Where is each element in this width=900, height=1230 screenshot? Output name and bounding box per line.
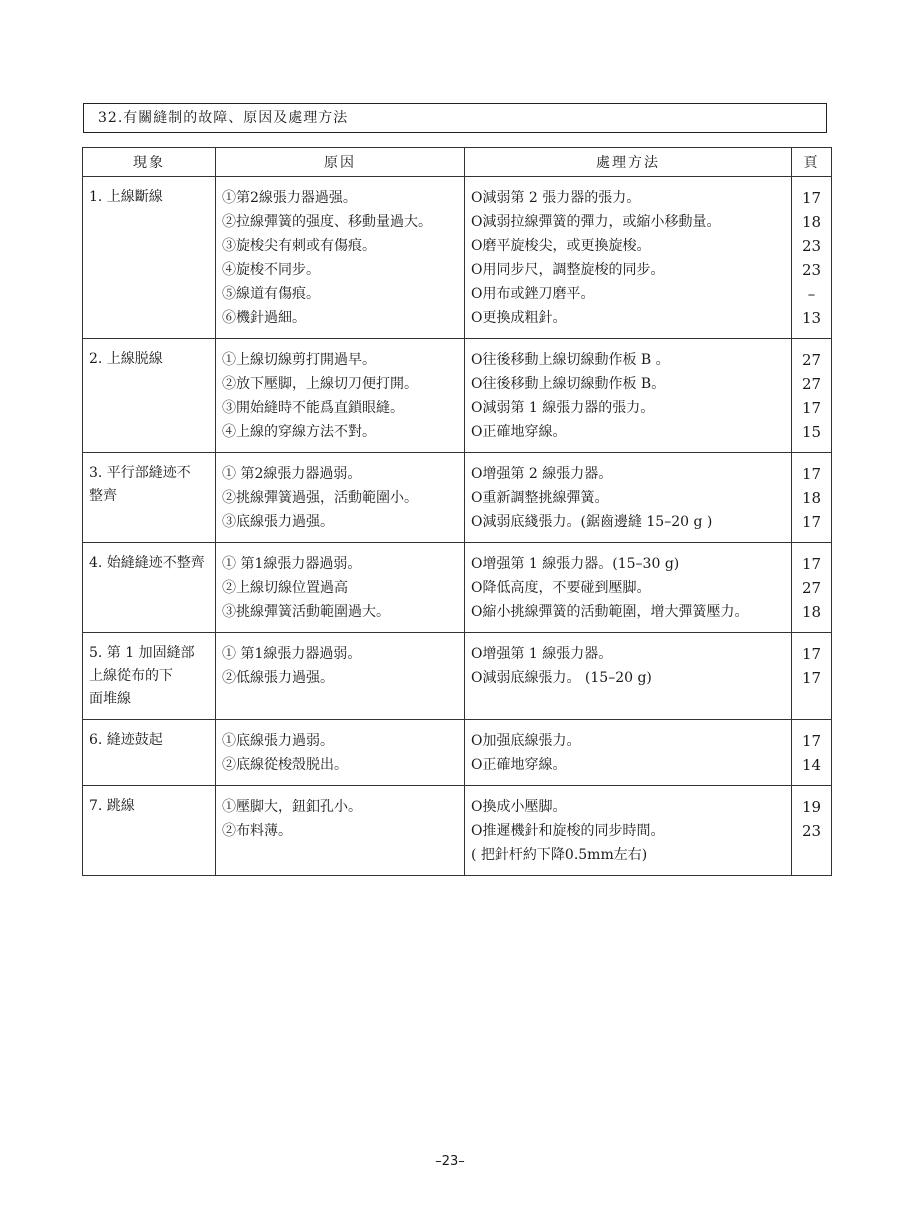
page-number: –23– bbox=[435, 1154, 465, 1169]
cause-line: ①壓脚大，鈕釦孔小。 bbox=[222, 799, 362, 815]
page-ref: 18 bbox=[801, 603, 822, 621]
cause-line: ②底線從梭殼脱出。 bbox=[222, 757, 348, 773]
remedy-cell bbox=[465, 786, 792, 876]
remedy-line: O往後移動上線切線動作板 B 。 bbox=[471, 352, 670, 368]
remedy-line: O減弱第 2 張力器的張力。 bbox=[471, 190, 641, 206]
page-ref: 17 bbox=[801, 465, 822, 483]
page-ref: 27 bbox=[801, 375, 822, 393]
cause-line: ②低線張力過强。 bbox=[222, 670, 334, 686]
table-header-row bbox=[83, 148, 832, 177]
cause-line: ① 第1線張力器過弱。 bbox=[222, 646, 362, 662]
page-ref-cell bbox=[792, 633, 832, 720]
remedy-line: O增强第 2 線張力器。 bbox=[471, 466, 613, 482]
cause-line: ①第2線張力器過强。 bbox=[222, 190, 357, 206]
remedy-cell bbox=[465, 633, 792, 720]
section-title: 32.有關縫制的故障、原因及處理方法 bbox=[83, 103, 827, 133]
table-body bbox=[83, 177, 832, 876]
table-row bbox=[83, 633, 832, 720]
symptom-cell bbox=[83, 786, 216, 876]
page-ref-cell bbox=[792, 786, 832, 876]
cause-line: ③挑線彈簧活動範圍過大。 bbox=[222, 604, 390, 620]
page-ref-cell bbox=[792, 453, 832, 543]
symptom-line: 1. 上線斷線 bbox=[89, 189, 163, 205]
remedy-line: O增强第 1 線張力器。(15–30 g) bbox=[471, 556, 680, 572]
table-row bbox=[83, 720, 832, 786]
page-ref-cell bbox=[792, 339, 832, 453]
cause-cell bbox=[216, 786, 465, 876]
remedy-line: O用同步尺，調整旋梭的同步。 bbox=[471, 262, 665, 278]
remedy-line: O縮小挑線彈簧的活動範圍，增大彈簧壓力。 bbox=[471, 604, 749, 620]
cause-line: ②拉線彈簧的强度、移動量過大。 bbox=[222, 214, 432, 230]
symptom-line: 整齊 bbox=[89, 488, 117, 504]
remedy-cell bbox=[465, 339, 792, 453]
page-ref-cell bbox=[792, 543, 832, 633]
symptom-cell bbox=[83, 543, 216, 633]
remedy-cell bbox=[465, 453, 792, 543]
page-ref: 19 bbox=[801, 798, 822, 816]
remedy-line: O增强第 1 線張力器。 bbox=[471, 646, 613, 662]
cause-line: ⑥機針過細。 bbox=[222, 310, 306, 326]
cause-line: ④上線的穿線方法不對。 bbox=[222, 424, 376, 440]
page-ref: 23 bbox=[801, 237, 822, 255]
symptom-cell bbox=[83, 339, 216, 453]
symptom-cell bbox=[83, 453, 216, 543]
symptom-line: 3. 平行部縫迹不 bbox=[89, 465, 191, 481]
cause-cell bbox=[216, 633, 465, 720]
troubleshooting-table bbox=[82, 147, 832, 876]
page-ref: 17 bbox=[801, 732, 822, 750]
page-ref: 13 bbox=[801, 309, 822, 327]
remedy-cell bbox=[465, 177, 792, 339]
remedy-line: O重新調整挑線彈簧。 bbox=[471, 490, 609, 506]
table-row bbox=[83, 543, 832, 633]
symptom-line: 6. 縫迹鼓起 bbox=[89, 732, 163, 748]
page-ref: 17 bbox=[801, 669, 822, 687]
page-ref: 27 bbox=[801, 351, 822, 369]
symptom-cell bbox=[83, 720, 216, 786]
cause-line: ②挑線彈簧過强，活動範圍小。 bbox=[222, 490, 418, 506]
cause-line: ③底線張力過强。 bbox=[222, 514, 334, 530]
cause-line: ②上線切線位置過高 bbox=[222, 580, 348, 596]
header-remedy: 處理方法 bbox=[465, 148, 792, 177]
page-ref: 17 bbox=[801, 513, 822, 531]
page-ref: 17 bbox=[801, 555, 822, 573]
cause-line: ④旋梭不同步。 bbox=[222, 262, 320, 278]
remedy-line: O往後移動上線切線動作板 B。 bbox=[471, 376, 666, 392]
table-row bbox=[83, 177, 832, 339]
cause-line: ⑤線道有傷痕。 bbox=[222, 286, 320, 302]
remedy-line: O減弱拉線彈簧的彈力，或縮小移動量。 bbox=[471, 214, 721, 230]
cause-line: ① 第1線張力器過弱。 bbox=[222, 556, 362, 572]
remedy-line: O加强底線張力。 bbox=[471, 733, 581, 749]
remedy-line: O用布或銼刀磨平。 bbox=[471, 286, 595, 302]
remedy-line: ( 把針杆約下降0.5mm左右) bbox=[471, 847, 648, 863]
cause-line: ③開始縫時不能爲直鎖眼縫。 bbox=[222, 400, 404, 416]
page-ref: – bbox=[807, 285, 816, 303]
cause-cell bbox=[216, 720, 465, 786]
remedy-cell bbox=[465, 543, 792, 633]
page-ref-cell bbox=[792, 720, 832, 786]
cause-cell bbox=[216, 453, 465, 543]
table-row bbox=[83, 786, 832, 876]
symptom-line: 4. 始縫縫迹不整齊 bbox=[89, 555, 205, 571]
cause-line: ③旋梭尖有刺或有傷痕。 bbox=[222, 238, 376, 254]
page-ref: 17 bbox=[801, 189, 822, 207]
cause-line: ①上線切線剪打開過早。 bbox=[222, 352, 376, 368]
remedy-line: O減弱底綫張力。(鋸齒邊縫 15–20 g ) bbox=[471, 514, 713, 530]
cause-line: ②布料薄。 bbox=[222, 823, 292, 839]
page-ref: 14 bbox=[801, 756, 822, 774]
cause-line: ②放下壓脚，上線切刀便打開。 bbox=[222, 376, 418, 392]
header-cause: 原因 bbox=[216, 148, 465, 177]
symptom-line: 上線從布的下 bbox=[89, 668, 173, 684]
table-row bbox=[83, 453, 832, 543]
remedy-line: O減弱底線張力。 (15–20 g) bbox=[471, 670, 652, 686]
cause-line: ① 第2線張力器過弱。 bbox=[222, 466, 362, 482]
page-ref: 18 bbox=[801, 213, 822, 231]
page-ref: 17 bbox=[801, 645, 822, 663]
symptom-cell bbox=[83, 633, 216, 720]
header-page: 頁 bbox=[792, 148, 832, 177]
symptom-line: 5. 第 1 加固縫部 bbox=[89, 645, 195, 661]
page-ref: 15 bbox=[801, 423, 822, 441]
remedy-line: O更換成粗針。 bbox=[471, 310, 567, 326]
remedy-line: O正確地穿線。 bbox=[471, 757, 567, 773]
cause-line: ①底線張力過弱。 bbox=[222, 733, 334, 749]
remedy-line: O降低高度，不要碰到壓脚。 bbox=[471, 580, 651, 596]
remedy-line: O減弱第 1 線張力器的張力。 bbox=[471, 400, 655, 416]
page-ref: 27 bbox=[801, 579, 822, 597]
remedy-line: O正確地穿線。 bbox=[471, 424, 567, 440]
cause-cell bbox=[216, 339, 465, 453]
page-ref-cell bbox=[792, 177, 832, 339]
table-row bbox=[83, 339, 832, 453]
page-ref: 23 bbox=[801, 822, 822, 840]
page-ref: 23 bbox=[801, 261, 822, 279]
cause-cell bbox=[216, 543, 465, 633]
remedy-line: O推遲機針和旋梭的同步時間。 bbox=[471, 823, 665, 839]
remedy-cell bbox=[465, 720, 792, 786]
symptom-cell bbox=[83, 177, 216, 339]
cause-cell bbox=[216, 177, 465, 339]
header-symptom: 現象 bbox=[83, 148, 216, 177]
page-ref: 17 bbox=[801, 399, 822, 417]
symptom-line: 面堆線 bbox=[89, 691, 131, 707]
symptom-line: 7. 跳線 bbox=[89, 798, 135, 814]
symptom-line: 2. 上線脱線 bbox=[89, 351, 163, 367]
page-ref: 18 bbox=[801, 489, 822, 507]
remedy-line: O磨平旋梭尖，或更換旋梭。 bbox=[471, 238, 651, 254]
remedy-line: O換成小壓脚。 bbox=[471, 799, 567, 815]
